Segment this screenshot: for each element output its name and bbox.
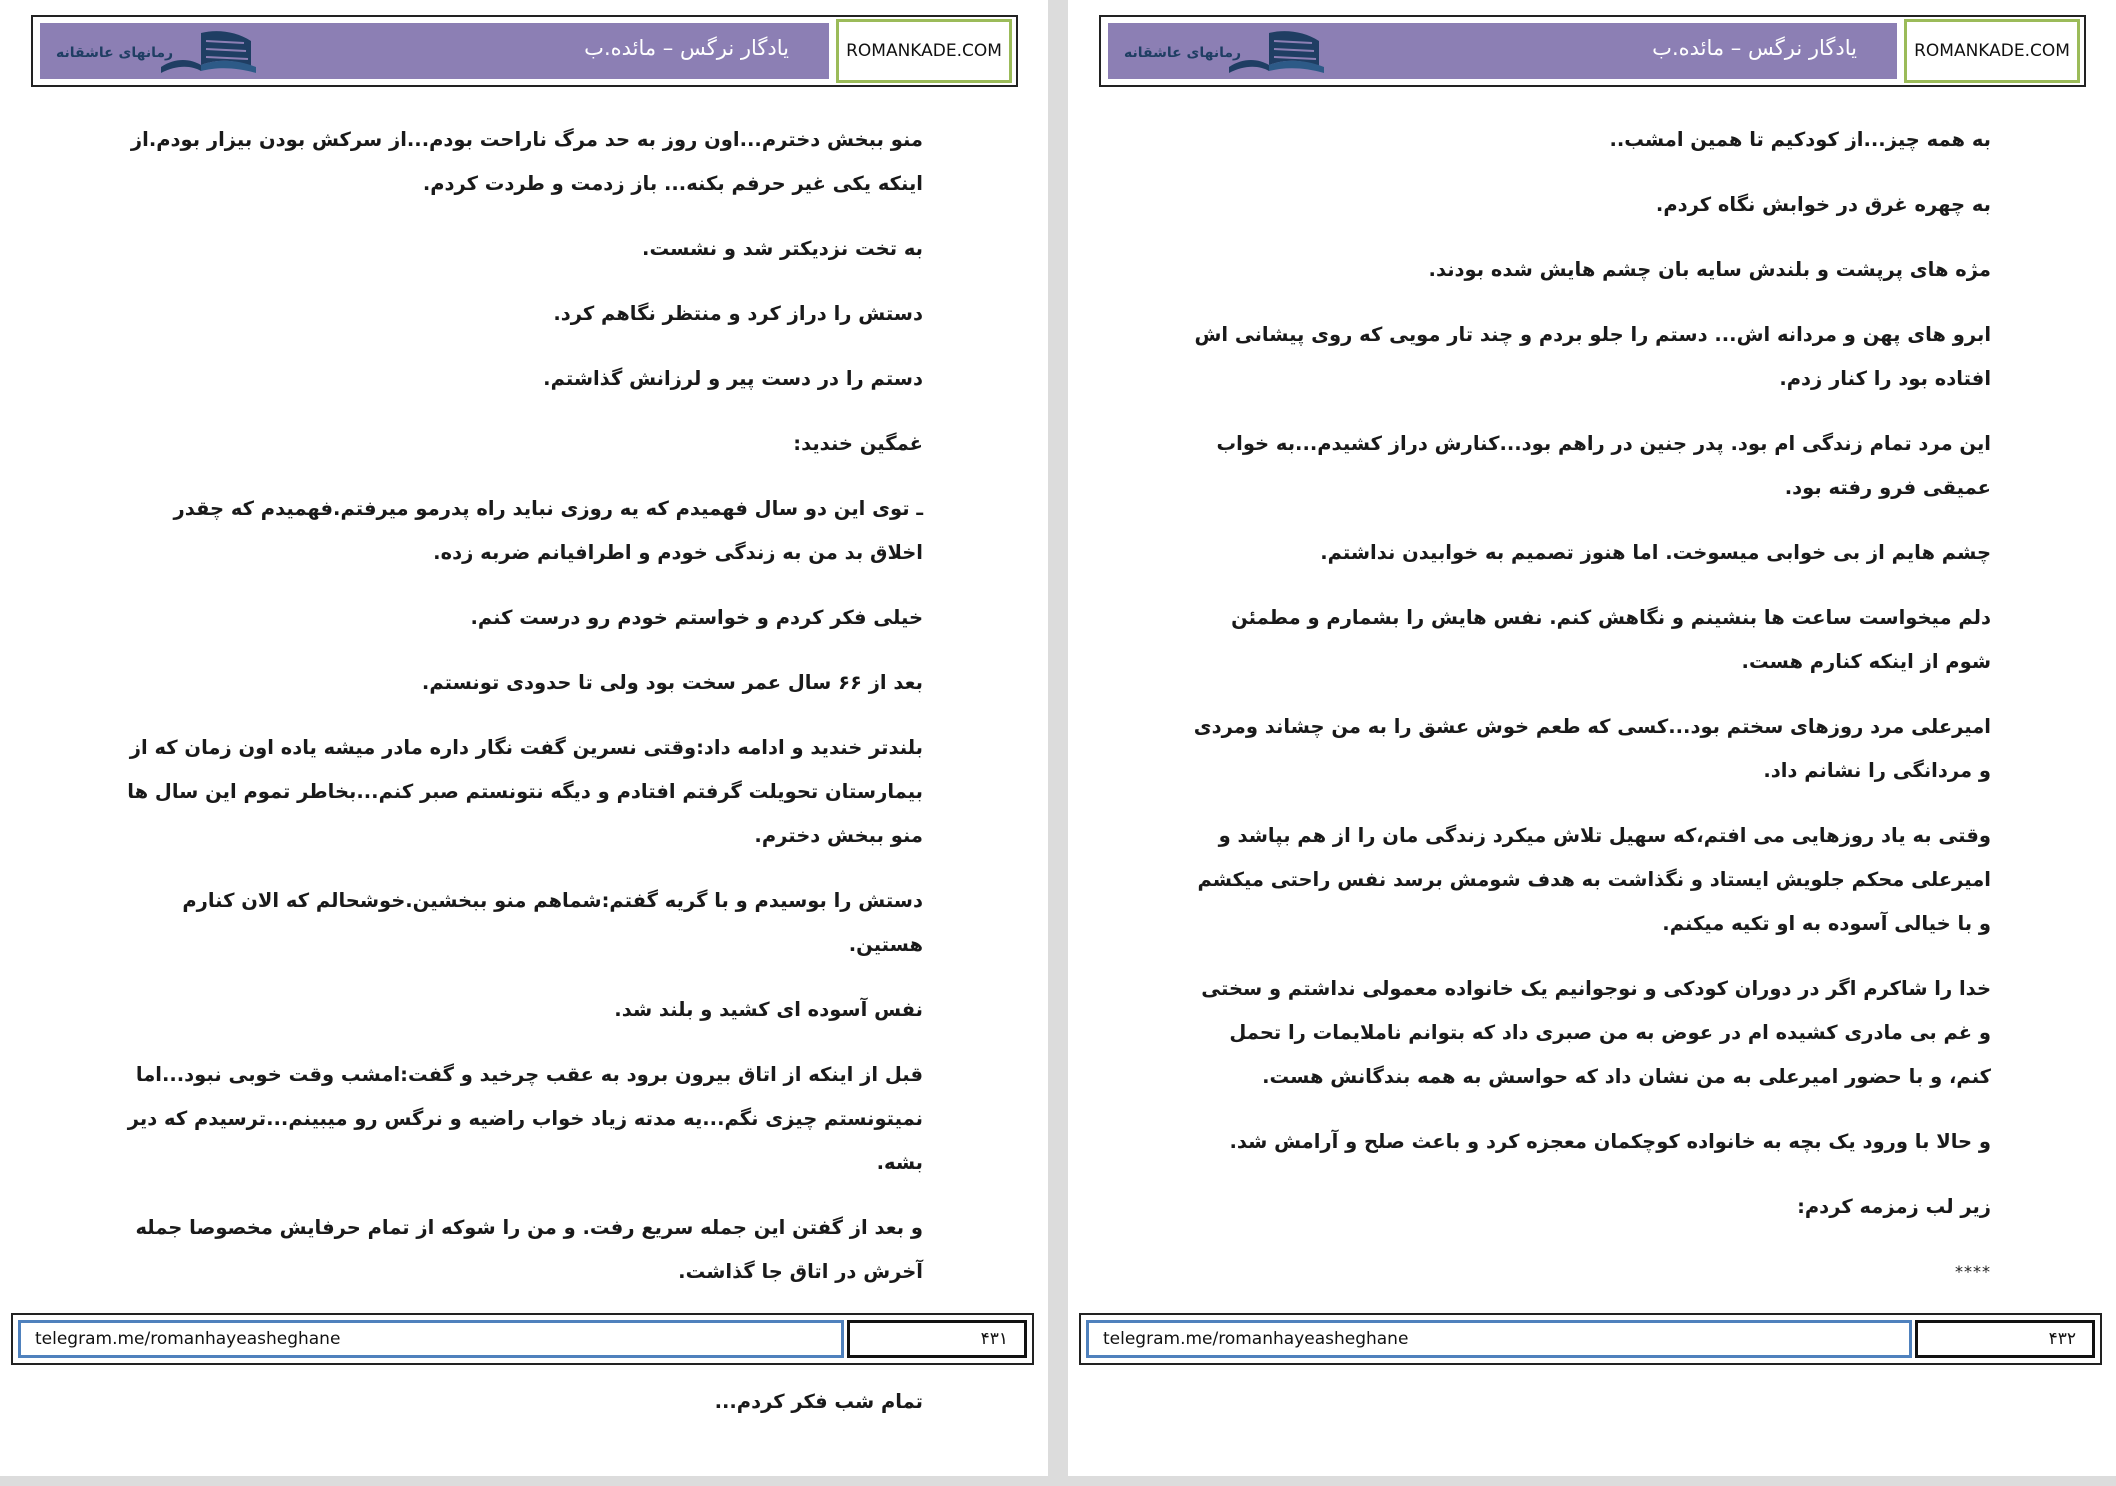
document-page-431	[0, 0, 1048, 1476]
paragraph: به همه چیز...از کودکیم تا همین امشب..	[1609, 128, 1991, 151]
header-band	[1108, 23, 1897, 79]
book-logo-icon	[1224, 27, 1334, 75]
paragraph: امیرعلی مرد روزهای سختم بود...کسی که طعم خوش عشق را به من چشاند ومردی و مردانگی را نشانم داد.	[1193, 715, 1991, 782]
logo-text: رمانهای عاشقانه	[1124, 45, 1242, 61]
paragraph: مژه های پرپشت و بلندش سایه بان چشم هایش شده بودند.	[1428, 258, 1991, 281]
paragraph: منو ببخش دخترم...اون روز به حد مرگ ناراحت بودم...از سرکش بودن بیزار بودم.از اینکه یکی غیر حرفم بکنه... باز زدمت و طردت کردم.	[130, 128, 923, 195]
paragraph: دستش را بوسیدم و با گریه گفتم:شماهم منو ببخشین.خوشحالم که الان کنارم هستین.	[182, 889, 923, 956]
page-gap	[1048, 0, 1068, 1486]
paragraph: و بعد از گفتن این جمله سریع رفت. و من را شوکه از تمام حرفایش مخصوصا جمله آخرش در اتاق جا گذاشت.	[135, 1216, 923, 1283]
site-name: ROMANKADE.COM	[1914, 41, 2070, 61]
page-header	[31, 15, 1018, 87]
page-body-text	[123, 118, 923, 1445]
page-footer	[11, 1313, 1034, 1365]
bottom-gap	[0, 1476, 2116, 1486]
page-number: ۴۳۲	[1915, 1320, 2095, 1358]
book-title: یادگار نرگس – مائده.ب	[1652, 36, 1857, 60]
paragraph: دلم میخواست ساعت ها بنشینم و نگاهش کنم. نفس هایش را بشمارم و مطمئن شوم از اینکه کنارم هست.	[1231, 606, 1991, 673]
page-body-text	[1191, 118, 1991, 1315]
site-logo	[1124, 27, 1354, 75]
paragraph: این مرد تمام زندگی ام بود. پدر جنین در راهم بود...کنارش دراز کشیدم...به خواب عمیقی فرو رفته بود.	[1216, 432, 1991, 499]
paragraph: بلندتر خندید و ادامه داد:وقتی نسرین گفت نگار داره مادر میشه یاده اون زمان که از بیمارستان تحویلت گرفتم افتادم و دیگه نتونستم صبر کنم...بخاطر تموم این سال ها منو ببخش دخترم.	[127, 736, 923, 847]
paragraph: و حالا با ورود یک بچه به خانواده کوچکمان معجزه کرد و باعث صلح و آرامش شد.	[1229, 1130, 1991, 1153]
book-logo-icon	[156, 27, 266, 75]
paragraph: ابرو های پهن و مردانه اش... دستم را جلو بردم و چند تار مویی که روی پیشانی اش افتاده بود را کنار زدم.	[1194, 323, 1991, 390]
site-name-box	[1904, 19, 2080, 83]
telegram-link[interactable]: telegram.me/romanhayeasheghane	[18, 1320, 844, 1358]
paragraph: غمگین خندید:	[793, 432, 923, 455]
paragraph: بعد از ۶۶ سال عمر سخت بود ولی تا حدودی تونستم.	[421, 671, 923, 694]
section-separator: ****	[1955, 1262, 1991, 1281]
paragraph: چشم هایم از بی خوابی میسوخت. اما هنوز تصمیم به خوابیدن نداشتم.	[1320, 541, 1991, 564]
page-header	[1099, 15, 2086, 87]
paragraph: زیر لب زمزمه کردم:	[1797, 1195, 1991, 1218]
paragraph: به تخت نزدیکتر شد و نشست.	[642, 237, 923, 260]
paragraph: قبل از اینکه از اتاق بیرون برود به عقب چرخید و گفت:امشب وقت خوبی نبود...اما نمیتونستم چیزی نگم...یه مدته زیاد خواب راضیه و نرگس رو میبینم...ترسیدم که دیر بشه.	[127, 1063, 923, 1174]
paragraph: دستش را دراز کرد و منتظر نگاهم کرد.	[553, 302, 923, 325]
paragraph: نفس آسوده ای کشید و بلند شد.	[614, 998, 923, 1021]
site-name: ROMANKADE.COM	[846, 41, 1002, 61]
logo-text: رمانهای عاشقانه	[56, 45, 174, 61]
paragraph: وقتی به یاد روزهایی می افتم،که سهیل تلاش میکرد زندگی مان را از هم بپاشد و امیرعلی محکم جلویش ایستاد و نگذاشت به هدف شومش برسد نفس راحتی میکشم و با خیالی آسوده به او تکیه میکنم.	[1197, 824, 1991, 935]
site-logo	[56, 27, 286, 75]
paragraph: تمام شب فکر کردم...	[714, 1390, 923, 1413]
header-band	[40, 23, 829, 79]
paragraph: دستم را در دست پیر و لرزانش گذاشتم.	[543, 367, 923, 390]
site-name-box	[836, 19, 1012, 83]
paragraph: به چهره غرق در خوابش نگاه کردم.	[1655, 193, 1991, 216]
paragraph: خیلی فکر کردم و خواستم خودم رو درست کنم.	[470, 606, 923, 629]
book-title: یادگار نرگس – مائده.ب	[584, 36, 789, 60]
page-number: ۴۳۱	[847, 1320, 1027, 1358]
paragraph: خدا را شاکرم اگر در دوران کودکی و نوجوانیم یک خانواده معمولی نداشتم و سختی و غم بی مادری کشیده ام در عوض به من صبری داد که بتوانم ناملایمات را تحمل کنم، و با حضور امیرعلی به من نشان داد که حواسش به همه بندگانش هست.	[1201, 977, 1991, 1088]
paragraph: ـ توی این دو سال فهمیدم که یه روزی نباید راه پدرمو میرفتم.فهمیدم که چقدر اخلاق بد من به زندگی خودم و اطرافیانم ضربه زده.	[173, 497, 923, 564]
page-footer	[1079, 1313, 2102, 1365]
telegram-link[interactable]: telegram.me/romanhayeasheghane	[1086, 1320, 1912, 1358]
document-page-432	[1068, 0, 2116, 1476]
